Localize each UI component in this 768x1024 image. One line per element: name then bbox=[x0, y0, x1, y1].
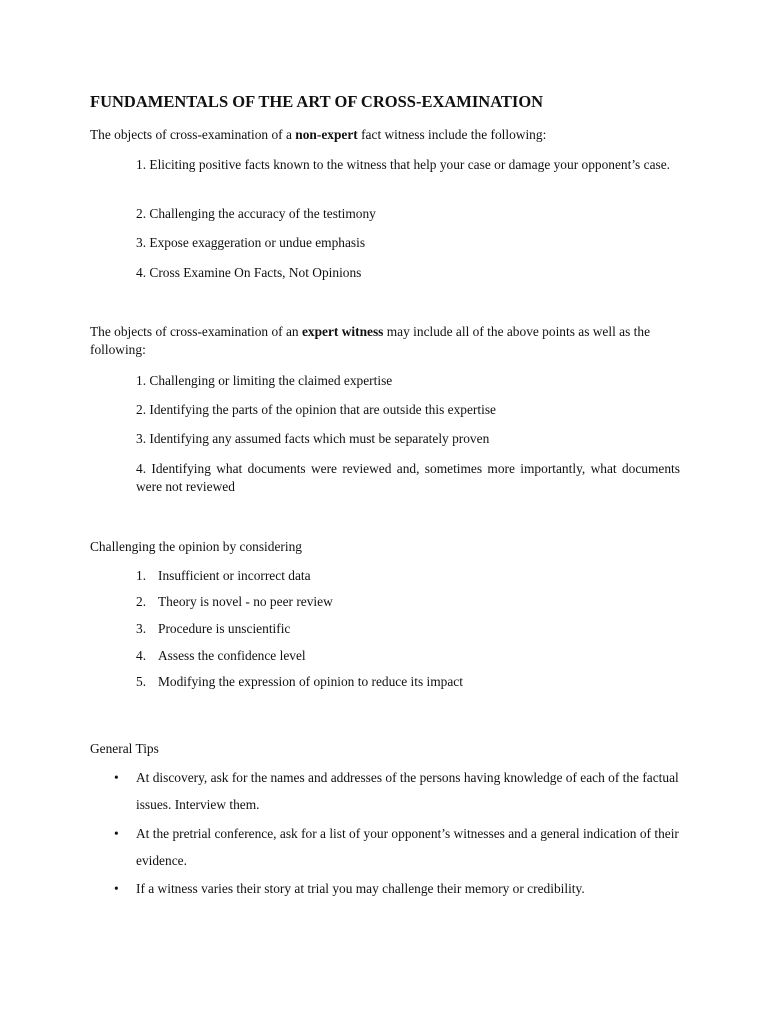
item-number: 4. bbox=[136, 648, 147, 663]
document-title: FUNDAMENTALS OF THE ART OF CROSS-EXAMINATION bbox=[90, 92, 544, 111]
intro-text: fact witness include the following: bbox=[357, 127, 547, 142]
list-item: 2. Identifying the parts of the opinion that are outside this expertise bbox=[136, 402, 496, 417]
intro-text: The objects of cross-examination of an bbox=[90, 324, 302, 339]
item-text: Insufficient or incorrect data bbox=[158, 568, 311, 583]
bullet-item bbox=[114, 820, 684, 874]
section-heading: Challenging the opinion by considering bbox=[90, 539, 302, 554]
intro-text: may include all of the above points as well as the following: bbox=[90, 324, 651, 357]
item-text: Theory is novel - no peer review bbox=[158, 594, 333, 609]
numbered-item bbox=[136, 567, 680, 585]
bullet-icon: • bbox=[114, 881, 119, 896]
list-item: 4. Cross Examine On Facts, Not Opinions bbox=[136, 265, 362, 280]
numbered-item bbox=[136, 620, 680, 638]
intro-emphasis: expert witness bbox=[301, 324, 384, 339]
item-number: 1. bbox=[136, 568, 147, 583]
intro-text: The objects of cross-examination of a bbox=[90, 127, 296, 142]
list-item: 3. Identifying any assumed facts which must be separately proven bbox=[136, 431, 490, 446]
bullet-item bbox=[114, 764, 684, 818]
item-number: 2. bbox=[136, 594, 147, 609]
item-text: Modifying the expression of opinion to reduce its impact bbox=[158, 674, 463, 689]
numbered-item bbox=[136, 647, 680, 665]
list-item: 4. Identifying what documents were reviewed and, sometimes more importantly, what documents were not reviewed bbox=[136, 461, 680, 494]
bullet-icon: • bbox=[114, 770, 119, 785]
section-heading: General Tips bbox=[90, 741, 159, 756]
numbered-item bbox=[136, 593, 680, 611]
list-item: 1. Eliciting positive facts known to the witness that help your case or damage your opponent’s case. bbox=[136, 157, 671, 172]
item-text: If a witness varies their story at trial you may challenge their memory or credibility. bbox=[136, 881, 585, 896]
numbered-item bbox=[136, 673, 680, 691]
non-expert-intro bbox=[90, 126, 680, 144]
item-number: 5. bbox=[136, 674, 147, 689]
item-text: Procedure is unscientific bbox=[158, 621, 291, 636]
list-item: 2. Challenging the accuracy of the testimony bbox=[136, 206, 376, 221]
item-text: Assess the confidence level bbox=[158, 648, 306, 663]
item-text: At discovery, ask for the names and addresses of the persons having knowledge of each of the factual issues. Interview them. bbox=[136, 770, 679, 812]
bullet-icon: • bbox=[114, 826, 119, 841]
item-number: 3. bbox=[136, 621, 147, 636]
bullet-item bbox=[114, 875, 684, 902]
expert-intro bbox=[90, 323, 680, 359]
intro-emphasis: non-expert bbox=[295, 127, 358, 142]
item-text: At the pretrial conference, ask for a list of your opponent’s witnesses and a general indication of their evidence. bbox=[136, 826, 679, 868]
list-item: 1. Challenging or limiting the claimed expertise bbox=[136, 373, 393, 388]
list-item: 3. Expose exaggeration or undue emphasis bbox=[136, 235, 366, 250]
